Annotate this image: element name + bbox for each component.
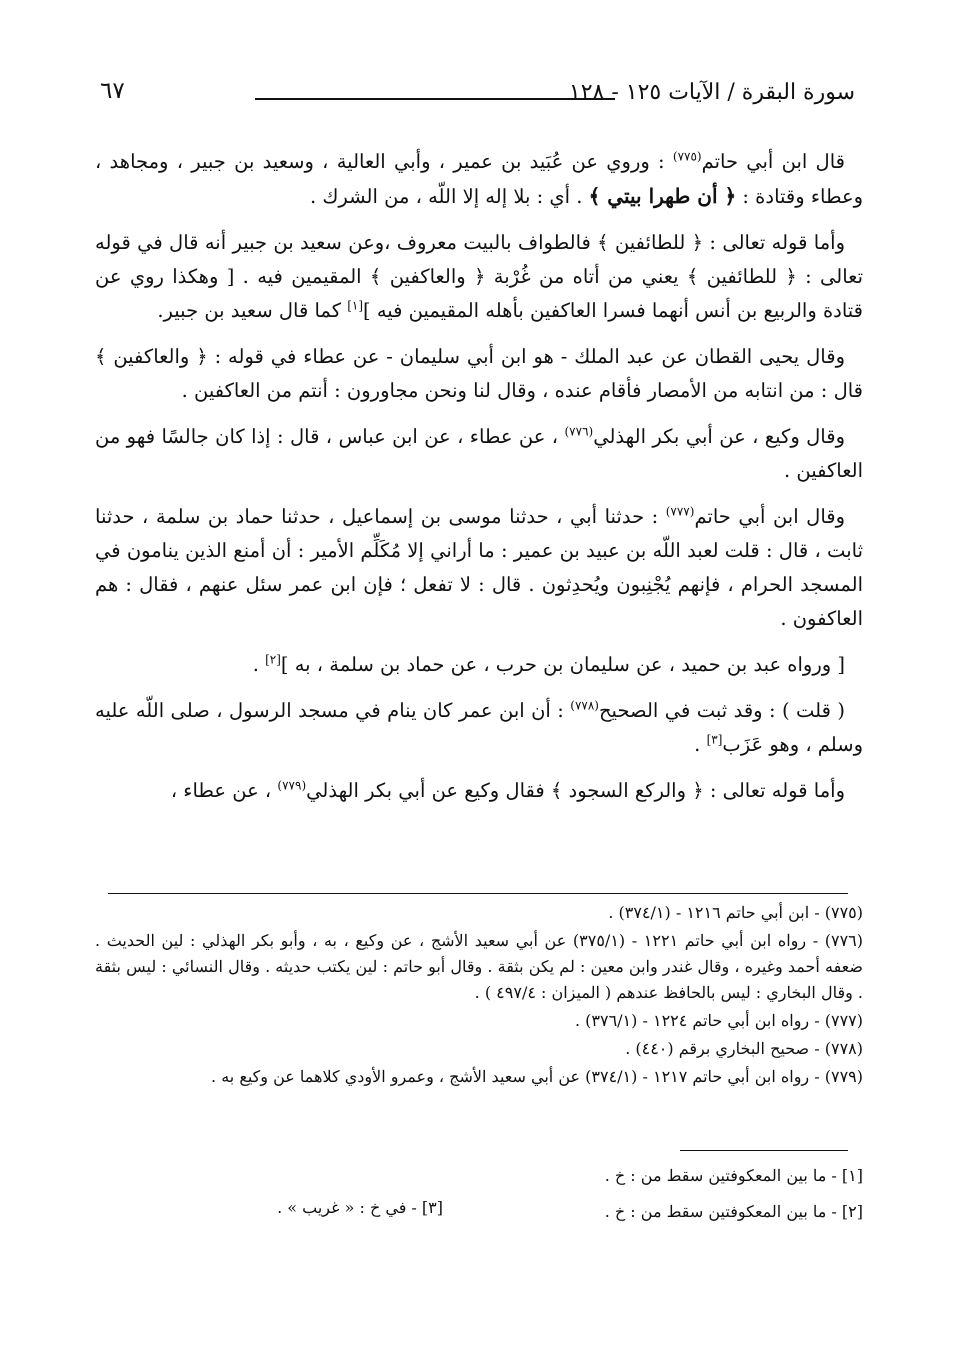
paragraph: وأما قوله تعالى : ﴿ للطائفين ﴾ فالطواف بالبيت معروف ،وعن سعيد بن جبير أنه قال في قوله تعالى : ﴿ للطائفين ﴾ يعني من أتاه من غُرْبة ﴿ والعاكفين ﴾ المقيمين فيه . [ وهكذا روي عن قتادة والربيع بن أنس أنهما فسرا العاكفين بأهله المقيمين فيه ][١] كما قال سعيد بن جبير. — [95, 231, 863, 322]
page-header — [100, 78, 855, 118]
footnote-ref: (٧٧٧) — [665, 504, 695, 519]
footnote-item: (٧٧٦) - رواه ابن أبي حاتم ١٢٢١ - (٣٧٥/١) عن أبي سعيد الأشج ، عن وكيع ، به ، وأبو بكر الهذلي : لين الحديث . ضعفه أحمد وغيره ، وقال غندر وابن معين : لم يكن بثقة . وقال أبو حاتم : لين يكتب حديثه . وقال النسائي : ليس بثقة . وقال البخاري : ليس بالحافظ عندهم ( الميزان : ٤٩٧/٤ ) . — [95, 931, 864, 1002]
manuscript-variants — [95, 1160, 863, 1240]
footnote-item: (٧٧٨) - صحيح البخاري برقم (٤٤٠) . — [625, 1039, 863, 1058]
paragraph: وقال وكيع ، عن أبي بكر الهذلي$^{(٧٧٦)}$ ، عن عطاء ، عن ابن عباس ، قال : إذا كان جالسًا فهو من العاكفين . — [95, 424, 863, 482]
paragraph: قال ابن أبي حاتم$^{(٧٧٥)}$ : وروي عن عُبَيد بن عمير ، وأبي العالية ، وسعيد بن جبير ، ومجاهد ، وعطاء وقتادة : ﴿ أن طهرا بيتي ﴾ . أي : بلا إله إلا اللّه ، من الشرك . — [95, 149, 863, 208]
footnote-rule — [108, 893, 848, 894]
footnote-ref: (٧٧٩) — [277, 778, 307, 793]
running-title: سورة البقرة / الآيات ١٢٥ - ١٢٨ — [568, 80, 855, 105]
footnote-item: (٧٧٩) - رواه ابن أبي حاتم ١٢١٧ - (٣٧٤/١) عن أبي سعيد الأشج ، وعمرو الأودي كلاهما عن وكيع به . — [211, 1067, 863, 1086]
footnote-item: (٧٧٧) - رواه ابن أبي حاتم ١٢٢٤ - (٣٧٦/١) . — [574, 1011, 863, 1030]
footnote-ref: (٧٧٨) — [570, 698, 599, 713]
variant-item: [٣] - في خ : « غريب » . — [277, 1198, 443, 1217]
paragraph: ( قلت ) : وقد ثبت في الصحيح$^{(٧٧٨)}$ : أن ابن عمر كان ينام في مسجد الرسول ، صلى اللّه عليه وسلم ، وهو عَزَب[٣] . — [95, 698, 863, 756]
page-number: ٦٧ — [100, 78, 125, 104]
footnote-item: (٧٧٥) - ابن أبي حاتم ١٢١٦ - (٣٧٤/١) . — [608, 903, 863, 922]
footnote-ref: (٧٧٦) — [564, 424, 594, 439]
footnote-ref: (٧٧٥) — [672, 149, 702, 164]
footnotes — [95, 900, 863, 1092]
variant-ref: [٣] — [706, 732, 723, 747]
header-rule — [255, 98, 615, 100]
variant-item: [١] - ما بين المعكوفتين سقط من : خ . — [604, 1166, 863, 1185]
main-text — [95, 145, 863, 820]
paragraph: وأما قوله تعالى : ﴿ والركع السجود ﴾ فقال وكيع عن أبي بكر الهذلي$^{(٧٧٩)}$ ، عن عطاء ، — [170, 778, 845, 802]
paragraph: وقال ابن أبي حاتم$^{(٧٧٧)}$ : حدثنا أبي ، حدثنا موسى بن إسماعيل ، حدثنا حماد بن سلمة ، حدثنا ثابت ، قال : قلت لعبد اللّه بن عبيد بن عمير : ما أراني إلا مُكَلِّم الأمير : أن أمنع الذين ينامون في المسجد الحرام ، فإنهم يُجْنِبون ويُحدِثون . قال : لا تفعل ؛ فإن ابن عمر سئل عنهم ، فقال : هم العاكفون . — [95, 504, 863, 630]
variant-ref: [٢] — [265, 652, 281, 667]
paragraph: وقال يحيى القطان عن عبد الملك - هو ابن أبي سليمان - عن عطاء في قوله : ﴿ والعاكفين ﴾ قال : من انتابه من الأمصار فأقام عنده ، وقال لنا ونحن مجاورون : أنتم من العاكفين . — [95, 345, 863, 402]
quran-quote: ﴿ أن طهرا بيتي ﴾ — [588, 184, 737, 208]
paragraph: [ ورواه عبد بن حميد ، عن سليمان بن حرب ، عن حماد بن سلمة ، به ][٢] . — [252, 652, 845, 676]
variant-ref: [١] — [347, 298, 364, 313]
variant-item: [٢] - ما بين المعكوفتين سقط من : خ . — [604, 1202, 863, 1221]
variants-rule — [680, 1150, 848, 1151]
